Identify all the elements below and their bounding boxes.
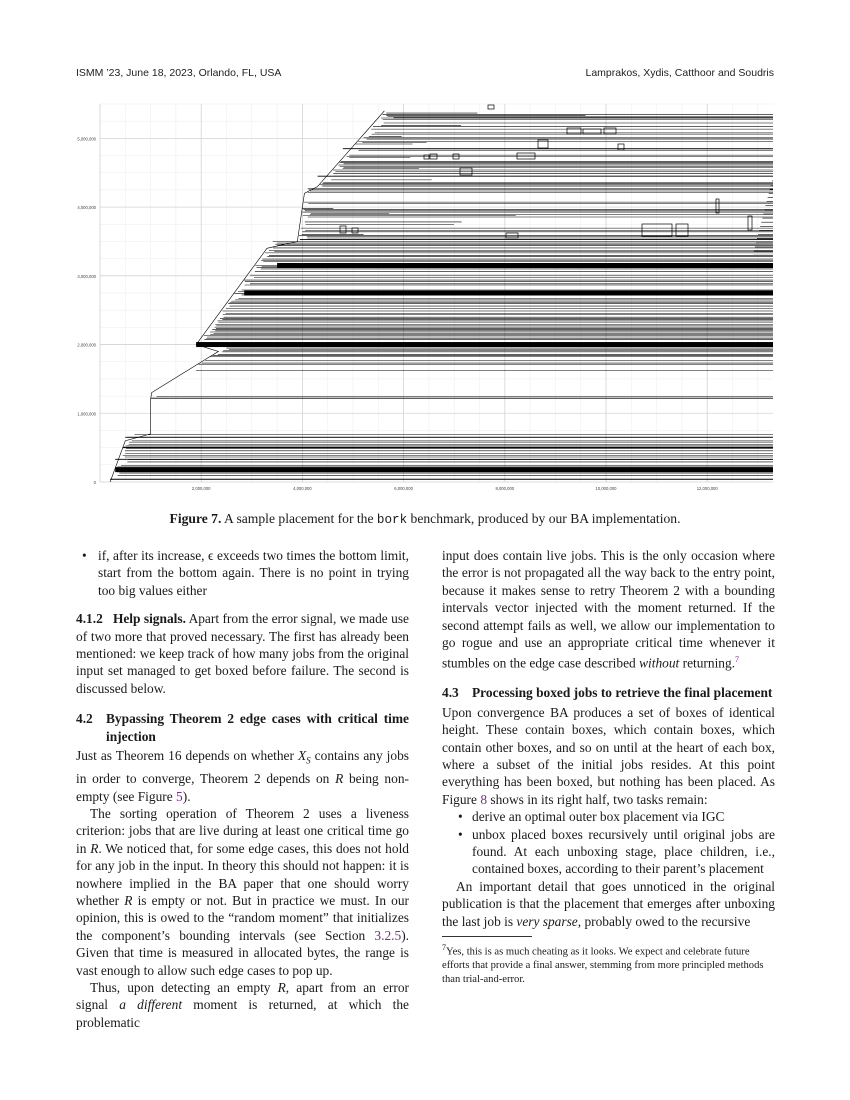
x-tick-label: 8,000,000 <box>495 486 515 491</box>
paragraph: Thus, upon detecting an empty R, apart from an error signal a different moment is returned, at which the problematic <box>76 980 409 1030</box>
y-tick-label: 1,000,000 <box>77 411 96 417</box>
footnote-number: 7 <box>442 943 446 952</box>
figure-label: Figure 7. <box>169 511 222 526</box>
caption-text: A sample placement for the <box>221 511 377 526</box>
paragraph: The sorting operation of Theorem 2 uses a liveness criterion: jobs that are live during at least one critical time go in R. We noticed that, for some edge cases, this does not hold for any job in the input. In theory this should not happen: it is nowhere implied in the BA paper that one should worry whether R is empty or not. But in practice we must. In our opinion, this is owed to the “random moment” that initializes the component’s bounding intervals (see Section 3.2.5). Given that time is measured in allocated bytes, the range is vast enough to allow such edge cases to pop up. <box>76 805 409 978</box>
job-box <box>583 129 601 134</box>
job-band <box>244 291 773 296</box>
list-item <box>442 808 775 825</box>
job-band <box>115 467 773 472</box>
x-axis <box>192 486 718 491</box>
subsubsection-number: 4.1.2 <box>76 611 103 627</box>
section-heading <box>76 710 409 745</box>
bullet-icon: • <box>458 826 463 842</box>
job-boxes <box>340 105 752 238</box>
job-box <box>642 224 672 236</box>
footnote-marker[interactable]: 7 <box>735 655 740 665</box>
x-tick-label: 4,000,000 <box>293 486 312 491</box>
y-tick-label: 2,000,000 <box>77 342 96 348</box>
subsubsection-title: Help signals. <box>112 611 186 627</box>
section-title: Bypassing Theorem 2 edge cases with critical time injection <box>106 711 409 744</box>
paragraph: input does contain live jobs. This is the only occasion where the error is not propagated all the way back to the entry point, because it makes sense to retry Theorem 2 with a bounding intervals vector injected with the moment returned. If the second attempt fails as well, we allow our implementation to go rogue and use an appropriate critical time whenever it stumbles on the edge case described without returning.$^7$ <box>442 548 775 671</box>
running-header-left: ISMM ’23, June 18, 2023, Orlando, FL, USA <box>76 67 282 79</box>
job-band <box>196 342 773 347</box>
x-tick-label: 2,000,000 <box>191 486 211 491</box>
y-tick-label: 4,000,000 <box>77 205 96 211</box>
job-box <box>517 153 535 159</box>
caption-text: benchmark, produced by our BA implementation. <box>407 511 681 526</box>
section-number: 4.2 <box>76 711 93 727</box>
list-item-text: derive an optimal outer box placement via IGC <box>472 809 725 825</box>
section-title: Processing boxed jobs to retrieve the final placement <box>472 685 773 701</box>
placement-figure <box>76 98 776 494</box>
right-column <box>442 547 775 986</box>
list-item-text: if, after its increase, ϵ exceeds two times the bottom limit, start from the bottom again. There is no point in trying too big values either <box>98 548 409 598</box>
list-item <box>442 826 775 878</box>
paragraph: Just as Theorem 16 depends on whether $X_S$ contains any jobs in order to converge, Theorem 2 depends on R being non-empty (see Figure 5). <box>76 748 409 804</box>
job-box <box>538 140 548 148</box>
paragraph: Upon convergence BA produces a set of boxes of identical height. These contain boxes, which contain boxes, which contain other boxes, and so on until at the heart of each box, where a subset of the initial jobs resides. At this point everything has been boxed, but nothing has been placed. As Figure 8 shows in its right half, two tasks remain: <box>442 704 775 807</box>
bullet-icon: • <box>82 548 87 563</box>
paragraph-text: Apart from the error signal, we made use of two more that proved necessary. The first has already been mentioned: we keep track of how many jobs from the original input set managed to get boxed before failure. The second is discussed below. <box>76 611 409 696</box>
left-column <box>76 547 409 1031</box>
x-tick-label: 10,000,000 <box>595 486 617 491</box>
figure-caption <box>0 511 850 527</box>
list-item-text: unbox placed boxes recursively until original jobs are found. At each unboxing stage, place children, i.e., contained boxes, according to their parent’s placement <box>472 826 775 877</box>
y-tick-label: 0 <box>93 480 96 485</box>
footnote-text: Yes, this is as much cheating as it looks. We expect and celebrate future efforts that provide a final answer, stemming from more principled methods than trial-and-error. <box>442 946 764 985</box>
y-axis <box>77 136 96 485</box>
footnote-rule <box>442 936 532 937</box>
running-header-right: Lamprakos, Xydis, Catthoor and Soudris <box>585 67 774 79</box>
paragraph <box>76 610 409 697</box>
x-tick-label: 12,000,000 <box>696 486 718 491</box>
figure-link[interactable]: 5 <box>176 788 183 804</box>
y-tick-label: 3,000,000 <box>77 273 96 279</box>
footnote <box>442 941 775 986</box>
section-number: 4.3 <box>442 685 459 701</box>
bullet-icon: • <box>458 809 463 825</box>
y-tick-label: 5,000,000 <box>77 136 96 142</box>
x-tick-label: 6,000,000 <box>394 486 413 491</box>
figure-link[interactable]: 8 <box>480 791 488 807</box>
paragraph: An important detail that goes unnoticed in the original publication is that the placement that emerges after unboxing the last job is very sparse, probably owed to the recursive <box>442 878 775 929</box>
section-heading <box>442 684 775 701</box>
benchmark-name: bork <box>376 513 408 527</box>
job-lines <box>110 111 773 482</box>
list-item <box>76 547 409 599</box>
section-link[interactable]: 3.2.5 <box>374 927 402 943</box>
job-band <box>277 263 773 268</box>
job-box <box>488 105 494 109</box>
